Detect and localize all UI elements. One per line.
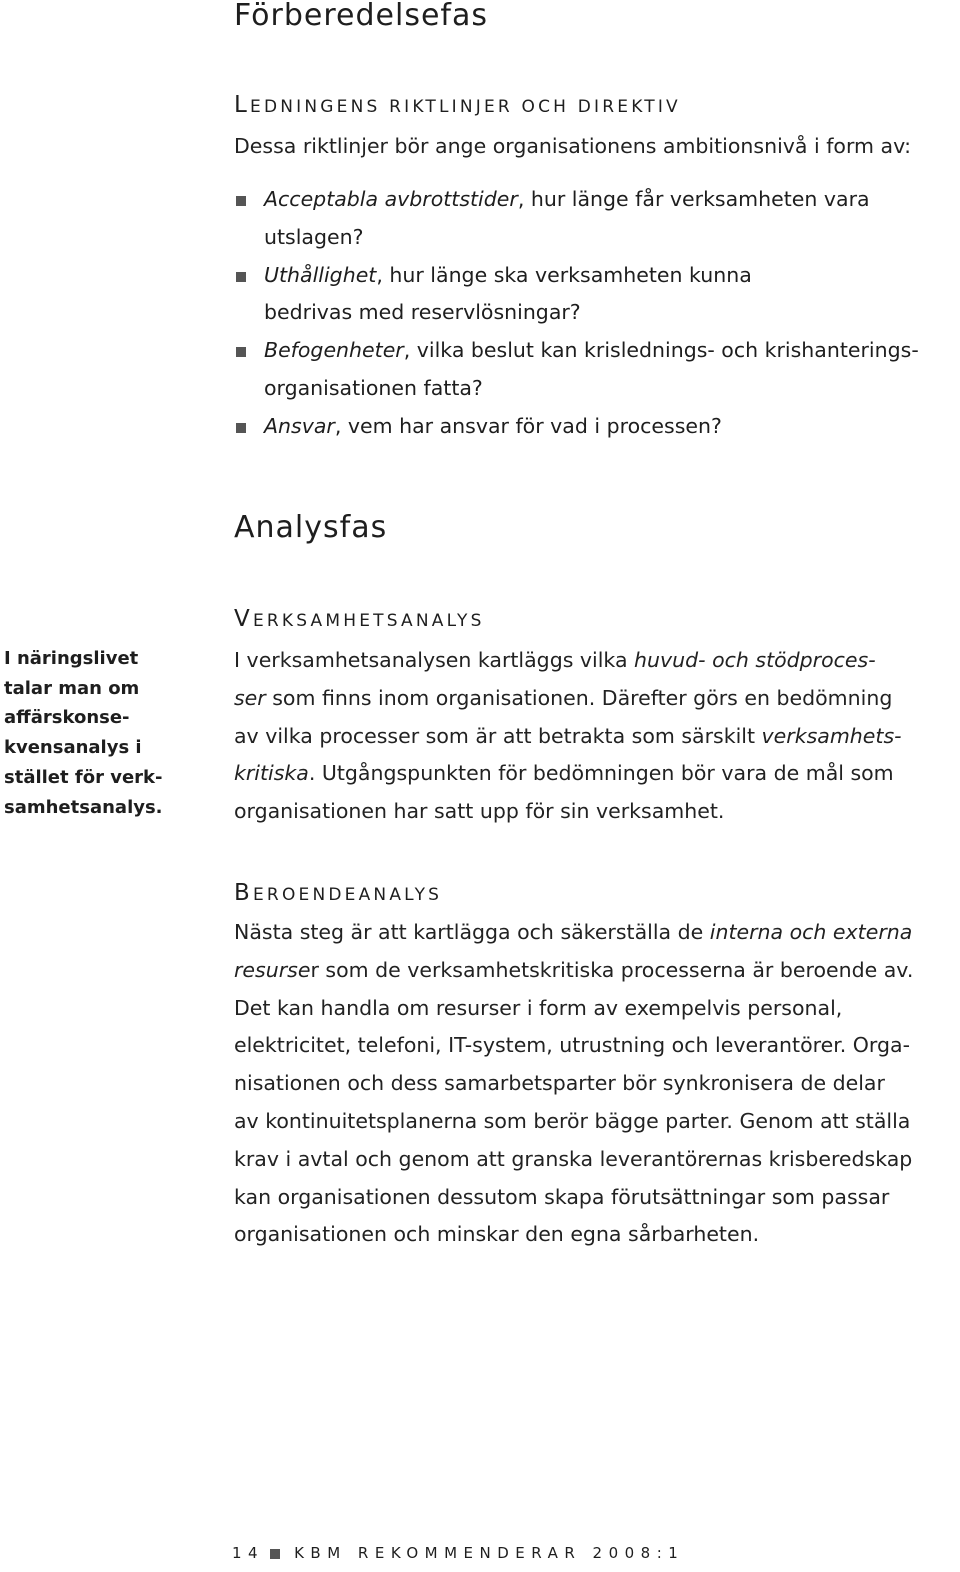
text-run: som finns inom organisationen. Därefter görs en bedömning — [265, 685, 893, 710]
text-run: . Utgångspunkten för bedömningen bör vara de mål som — [308, 761, 894, 786]
square-bullet-icon — [236, 423, 246, 433]
text-run: Nästa steg är att kartlägga och säkerställa de — [234, 920, 710, 944]
bullet-text: , vem har ansvar för vad i processen? — [334, 413, 722, 438]
text-line: Det kan handla om resurser i form av exempelvis personal, — [234, 995, 843, 1020]
guidelines-intro — [234, 128, 946, 166]
section-heading-guidelines: LEDNINGENS RIKTLINJER OCH DIREKTIV — [234, 92, 681, 118]
business-analysis-paragraph — [234, 642, 946, 831]
bullet-text: , hur länge ska verksamheten kunna — [376, 262, 752, 287]
text-line: organisationen och minskar den egna sårbarheten. — [234, 1222, 760, 1247]
bullet-text-cont: organisationen fatta? — [264, 375, 483, 400]
emphasis-run: huvud- och stödproces- — [634, 648, 876, 672]
bullet-text-cont: utslagen? — [264, 224, 364, 249]
text-line: nisationen och dess samarbetsparter bör synkronisera de delar — [234, 1071, 885, 1096]
sidenote-line: I näringslivet — [4, 648, 139, 669]
emphasis-run: interna och externa — [709, 920, 913, 944]
text-line: av kontinuitetsplanerna som berör bägge parter. Genom att ställa — [234, 1108, 911, 1133]
sidenote-line: affärskonse- — [4, 707, 130, 729]
square-separator-icon — [270, 1549, 280, 1559]
intro-text: Dessa riktlinjer bör ange organisationens ambitionsnivå i form av: — [234, 134, 911, 158]
sidenote-line: talar man om — [4, 677, 140, 699]
list-item — [234, 332, 946, 408]
list-item — [234, 181, 946, 257]
emphasis-run: resurse — [234, 957, 311, 982]
bullet-term: Ansvar — [264, 413, 335, 438]
dependency-analysis-paragraph — [234, 914, 946, 1254]
page-number: 14 — [232, 1544, 265, 1562]
guidelines-bullet-list — [234, 181, 946, 446]
phase-title-preparation: Förberedelsefas — [234, 0, 489, 33]
sidenote — [4, 644, 179, 822]
text-run: av vilka processer som är att betrakta som särskilt — [234, 723, 762, 748]
list-item — [234, 257, 946, 333]
emphasis-run: ser — [234, 685, 266, 710]
square-bullet-icon — [236, 196, 246, 206]
text-line: kan organisationen dessutom skapa förutsättningar som passar — [234, 1184, 890, 1209]
bullet-term: Acceptabla avbrottstider — [264, 187, 518, 211]
text-run: r som de verksamhetskritiska processerna är beroende av. — [310, 957, 914, 982]
sidenote-line: stället för verk- — [4, 766, 163, 788]
publication-name: KBM REKOMMENDERAR 2008:1 — [294, 1544, 685, 1562]
square-bullet-icon — [236, 272, 246, 282]
emphasis-run: kritiska — [234, 761, 309, 786]
emphasis-run: verksamhets- — [761, 723, 902, 748]
sidenote-line: samhetsanalys. — [4, 796, 163, 818]
square-bullet-icon — [236, 347, 246, 357]
text-run: organisationen har satt upp för sin verksamhet. — [234, 799, 725, 824]
text-line: krav i avtal och genom att granska leverantörernas krisberedskap — [234, 1146, 913, 1171]
bullet-term: Befogenheter — [264, 338, 404, 363]
page-footer — [232, 1544, 684, 1562]
list-item — [234, 408, 946, 446]
text-line: elektricitet, telefoni, IT-system, utrustning och leverantörer. Orga- — [234, 1033, 910, 1058]
section-heading-business-analysis: VERKSAMHETSANALYS — [234, 606, 485, 632]
phase-title-analysis: Analysfas — [234, 510, 388, 545]
sidenote-line: kvensanalys i — [4, 737, 142, 759]
bullet-text: , vilka beslut kan krislednings- och krishanterings- — [403, 338, 919, 363]
bullet-term: Uthållighet — [264, 262, 377, 287]
text-run: I verksamhetsanalysen kartläggs vilka — [234, 648, 635, 672]
section-heading-dependency-analysis: BEROENDEANALYS — [234, 880, 443, 906]
bullet-text-cont: bedrivas med reservlösningar? — [264, 300, 581, 325]
bullet-text: , hur länge får verksamheten vara — [517, 187, 870, 211]
